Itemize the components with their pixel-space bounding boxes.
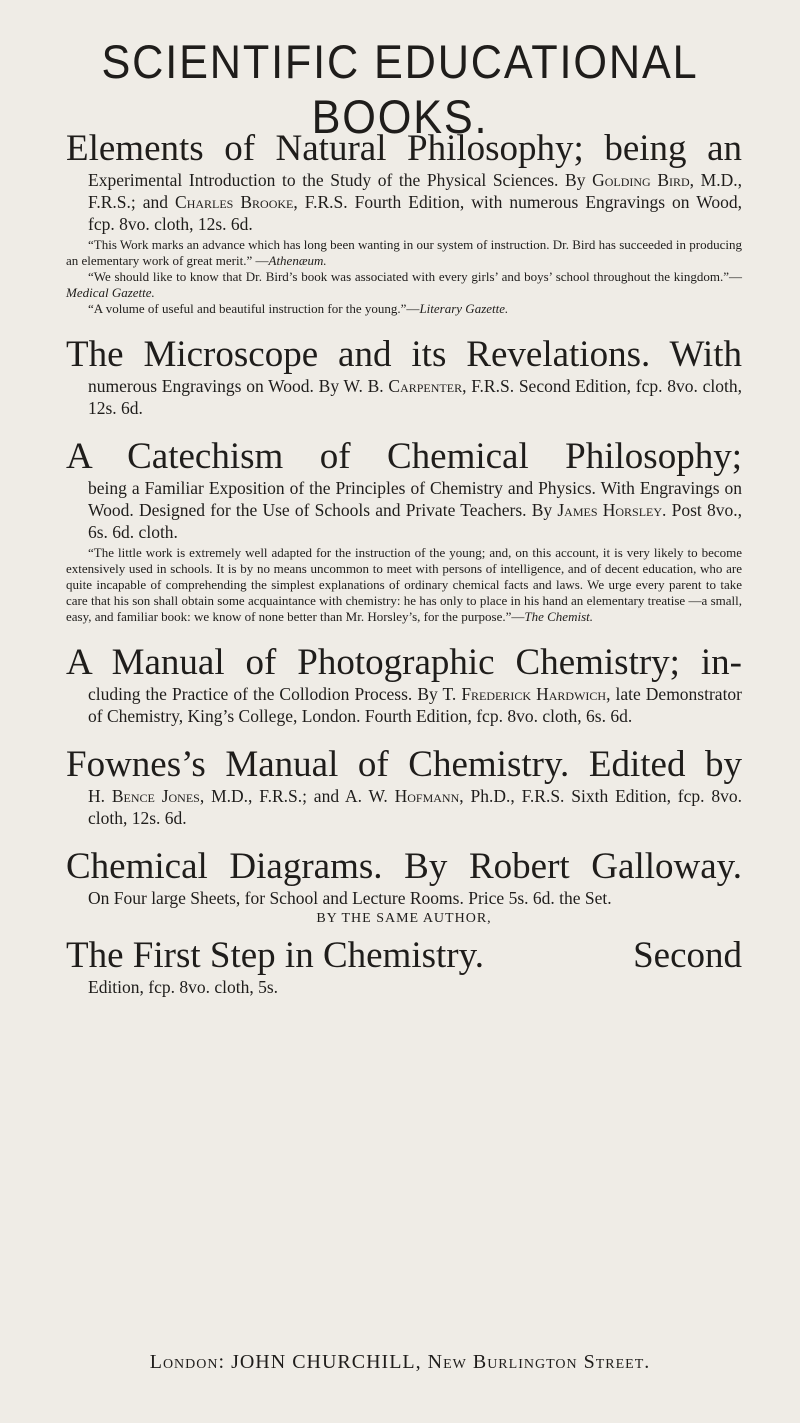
same-author-note: BY THE SAME AUTHOR, xyxy=(316,911,492,926)
review-quote: “This Work marks an advance which has long been wanting in our system of instruction. Dr. Bird has succeeded in producing an elementary work of great merit.” —Athenæum. xyxy=(66,237,742,268)
author-name: Hofmann xyxy=(394,786,460,806)
review-source: Literary Gazette. xyxy=(419,301,509,316)
book-title: A Catechism of Chemical Philosophy; xyxy=(66,436,742,477)
review-source: The Chemist. xyxy=(524,609,593,624)
review-quote: “A volume of useful and beautiful instruction for the young.”—Literary Gazette. xyxy=(88,301,509,316)
imprint-publisher: JOHN CHURCHILL xyxy=(231,1351,416,1373)
author-name: James Horsley xyxy=(557,500,663,520)
book-title: Elements of Natural Philosophy; being an xyxy=(66,128,742,169)
imprint-street: New Burlington Street. xyxy=(427,1351,651,1373)
book-entry xyxy=(66,744,742,829)
imprint-city: London xyxy=(149,1351,219,1373)
book-description: H. Bence Jones, M.D., F.R.S.; and A. W. Hofmann, Ph.D., F.R.S. Sixth Edition, fcp. 8vo. cloth, 12s. 6d. xyxy=(88,786,742,828)
book-description: On Four large Sheets, for School and Lecture Rooms. Price 5s. 6d. the Set. xyxy=(88,888,612,908)
book-description: Edition, fcp. 8vo. cloth, 5s. xyxy=(88,977,279,997)
review-quotes xyxy=(66,545,742,625)
book-title: Chemical Diagrams. By Robert Galloway. xyxy=(66,846,742,887)
book-list xyxy=(66,128,742,1015)
book-description: numerous Engravings on Wood. By W. B. Carpenter, F.R.S. Second Edition, fcp. 8vo. cloth, 12s. 6d. xyxy=(88,376,742,418)
book-title: The First Step in Chemistry. Second xyxy=(66,935,742,976)
review-quotes xyxy=(66,237,742,317)
book-title: Fownes’s Manual of Chemistry. Edited by xyxy=(66,744,742,785)
page-heading: SCIENTIFIC EDUCATIONAL BOOKS. xyxy=(101,35,699,143)
book-description: cluding the Practice of the Collodion Process. By T. Frederick Hardwich, late Demonstrator of Chemistry, King’s College, London. Fourth Edition, fcp. 8vo. cloth, 6s. 6d. xyxy=(88,684,743,726)
book-entry xyxy=(66,436,742,625)
book-title: A Manual of Photographic Chemistry; in- xyxy=(66,642,742,683)
author-name: Bence Jones xyxy=(111,786,200,806)
review-quote: “The little work is extremely well adapted for the instruction of the young; and, on this account, it is very likely to become extensively used in schools. It is by no means uncommon to meet with persons of intelligence, and of decent education, who are quite incapable of comprehending the simplest explanations of ordinary chemical facts and laws. We urge every parent to take care that his son shall obtain some acquaintance with chemistry: he has only to place in his hand an elementary treatise —a small, easy, and familiar book: we know of none better than Mr. Horsley’s, for the purpose.”—The Chemist. xyxy=(66,545,742,624)
book-entry xyxy=(66,128,742,317)
review-quote: “We should like to know that Dr. Bird’s book was associated with every girls’ and boys’ school throughout the kingdom.”—Medical Gazette. xyxy=(66,269,742,300)
book-entry xyxy=(66,642,742,727)
book-description: Experimental Introduction to the Study of the Physical Sciences. By Golding Bird, M.D., F.R.S.; and Charles Brooke, F.R.S. Fourth Edition, with numerous Engravings on Wood, fcp. 8vo. cloth, 12s. 6d. xyxy=(88,170,742,234)
book-title: The Microscope and its Revelations. With xyxy=(66,334,742,375)
publisher-imprint: London: JOHN CHURCHILL, New Burlington Street. xyxy=(149,1351,651,1373)
book-entry xyxy=(66,935,742,998)
book-entry xyxy=(66,334,742,419)
author-name: Charles Brooke xyxy=(175,192,294,212)
review-source: Medical Gazette. xyxy=(66,285,155,300)
book-description: being a Familiar Exposition of the Principles of Chemistry and Physics. With Engravings on Wood. Designed for the Use of Schools and Private Teachers. By James Horsley. Post 8vo., 6s. 6d. cloth. xyxy=(88,478,742,542)
book-entry xyxy=(66,846,742,927)
review-source: Athenæum. xyxy=(268,253,327,268)
author-name: Carpenter xyxy=(388,376,463,396)
author-name: Golding Bird xyxy=(592,170,690,190)
author-name: Frederick Hardwich xyxy=(461,684,607,704)
